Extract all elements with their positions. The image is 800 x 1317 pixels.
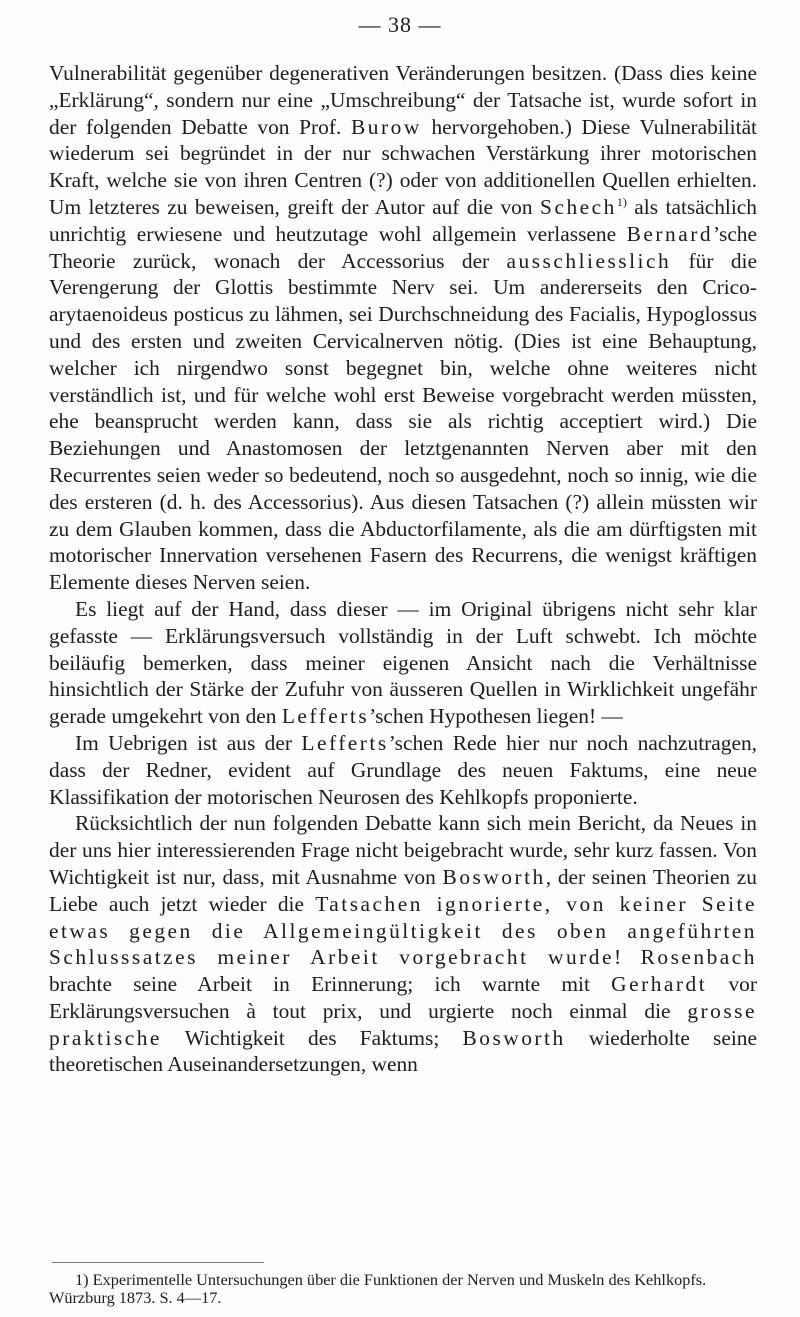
paragraph bbox=[49, 60, 757, 596]
spaced-emphasis: Gerhardt bbox=[611, 972, 708, 997]
text-run: brachte seine Arbeit in Erinnerung; ich warnte mit bbox=[49, 972, 612, 997]
spaced-emphasis: grosse praktische bbox=[49, 998, 757, 1050]
text-run bbox=[624, 945, 641, 969]
text-run: ’sche Theorie zurück, wonach der Accessorius der bbox=[49, 221, 757, 273]
footnote-reference: 1) bbox=[616, 194, 627, 209]
spaced-emphasis: Lefferts bbox=[281, 704, 370, 729]
body-text bbox=[49, 60, 757, 1078]
footnote bbox=[49, 1271, 757, 1307]
footnote-text: Experimentelle Untersuchungen über die Funktionen der Nerven und Muskeln des Kehlkopfs. Würzburg 1873. S. 4—17. bbox=[49, 1270, 707, 1307]
spaced-emphasis: ausschliesslich bbox=[506, 248, 672, 273]
spaced-emphasis: Rosenbach bbox=[640, 945, 757, 970]
text-run: Wichtigkeit des Faktums; bbox=[161, 1025, 463, 1050]
spaced-emphasis: Burow bbox=[351, 114, 422, 139]
spaced-emphasis: Schech bbox=[540, 194, 617, 219]
text-run: ’schen Rede hier nur noch nachzutragen, dass der Redner, evident auf Grundlage des neuen Faktums, eine neue Klassifikation der motorischen Neurosen des Kehlkopfs proponierte. bbox=[49, 730, 757, 809]
text-run: Im Uebrigen ist aus der bbox=[75, 730, 302, 755]
spaced-emphasis: Bosworth bbox=[442, 864, 546, 889]
text-run: als tatsächlich unrichtig erwiesene und heutzutage wohl allgemein verlassene bbox=[49, 194, 757, 246]
paragraph bbox=[49, 730, 757, 810]
text-run: Rücksichtlich der nun folgenden Debatte kann sich mein Bericht, da Neues in der uns hier interessierenden Frage nicht beigebracht wurde, sehr kurz fassen. Von Wichtigkeit ist nur, dass, mit Ausnahme von bbox=[49, 811, 757, 889]
paragraph bbox=[49, 596, 757, 730]
text-run: wiederholte seine theoretischen Auseinandersetzungen, wenn bbox=[49, 1025, 757, 1077]
spaced-emphasis: Bernard bbox=[626, 221, 714, 246]
text-run: Es liegt auf der Hand, dass dieser — im Original übrigens nicht sehr klar gefasste — Erklärungsversuch vollständig in der Luft schwebt. Ich möchte beiläufig bemerken, dass meiner eigenen Ansicht nach die Verhältnisse hinsichtlich der Stärke der Zufuhr von äusseren Quellen in Wirklichkeit ungefähr gerade umgekehrt von den bbox=[49, 596, 757, 729]
paragraph bbox=[49, 810, 757, 1078]
spaced-emphasis: Lefferts bbox=[301, 730, 389, 755]
text-run: , der seinen Theorien zu Liebe auch jetzt wieder die bbox=[49, 864, 757, 916]
footnote-marker: 1) bbox=[75, 1270, 89, 1289]
page-number: — 38 — bbox=[358, 12, 442, 37]
text-run: ’schen Hypothesen liegen! — bbox=[369, 704, 623, 729]
text-run: vor Erklärungsversuchen à tout prix, und urgierte noch einmal die bbox=[49, 972, 757, 1023]
footnote-rule bbox=[52, 1262, 264, 1263]
text-run: für die Verengerung der Glottis bestimmte Nerv sei. Um andererseits den Crico-arytaenoideus posticus zu lähmen, sei Durchschneidung des Facialis, Hypoglossus und des ersten und zweiten Cervicalnerven nötig. (Dies ist eine Behauptung, welcher ich nirgendwo sonst begegnet bin, welche ohne weiteres nicht verständlich ist, und für welche wohl erst Beweise vorgebracht werden müssten, ehe beansprucht werden kann, dass sie als richtig acceptiert wird.) Die Beziehungen und Anastomosen der letztgenannten Nerven aber mit den Recurrentes seien weder so bedeutend, noch so ausgedehnt, noch so innig, wie die des ersteren (d. h. des Accessorius). Aus diesen Tatsachen (?) allein müssten wir zu dem Glauben kommen, dass die Abductorfilamente, als die am dürftigsten mit motorischer Innervation versehenen Fasern des Recurrens, die wenigst kräftigen Elemente dieses Nerven seien. bbox=[49, 248, 757, 595]
spaced-emphasis: Bosworth bbox=[462, 1025, 566, 1050]
text-run: hervorgehoben.) Diese Vulnerabilität wiederum sei begründet in der nur schwachen Verstärkung ihrer motorischen Kraft, welche sie von ihren Centren (?) oder von additionellen Quellen erhielten. Um letzteres zu beweisen, greift der Autor auf die von bbox=[49, 114, 758, 219]
spaced-emphasis: Tatsachen ignorierte, von keiner Seite etwas gegen die Allgemeingültigkeit des oben angeführten Schlusssatzes meiner Arbeit vorgebracht wurde! bbox=[49, 891, 757, 970]
text-run: Vulnerabilität gegenüber degenerativen Veränderungen besitzen. (Dass dies keine „Erklärung“, sondern nur eine „Umschreibung“ der Tatsache ist, wurde sofort in der folgenden Debatte von Prof. bbox=[49, 61, 757, 139]
